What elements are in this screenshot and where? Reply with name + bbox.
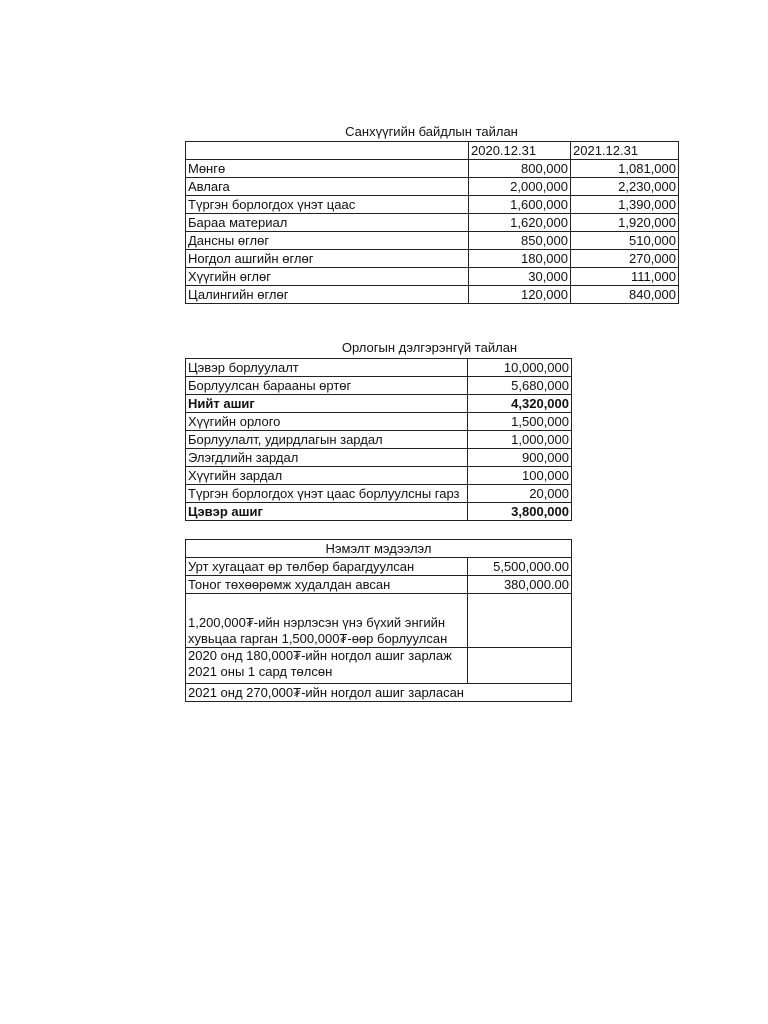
row-value: 5,680,000: [468, 377, 572, 395]
row-value: 1,500,000: [468, 413, 572, 431]
row-value: 3,800,000: [468, 503, 572, 521]
row-label: Авлага: [186, 178, 469, 196]
row-value: [468, 684, 572, 702]
table-row: [186, 214, 679, 232]
value-2020: 30,000: [469, 268, 571, 286]
table-row: [186, 485, 572, 503]
table-header-row: [186, 142, 679, 160]
row-label: Хүүгийн орлого: [186, 413, 468, 431]
additional-title: Нэмэлт мэдээлэл: [186, 540, 572, 558]
row-label: Бараа материал: [186, 214, 469, 232]
table-row: [186, 576, 572, 594]
table-row-total: [186, 395, 572, 413]
table-row: [186, 648, 572, 684]
value-2020: 850,000: [469, 232, 571, 250]
row-label: Түргэн борлогдох үнэт цаас: [186, 196, 469, 214]
value-2020: 1,600,000: [469, 196, 571, 214]
value-2021: 840,000: [571, 286, 679, 304]
column-header-2021: 2021.12.31: [571, 142, 679, 160]
row-label: Цэвэр ашиг: [186, 503, 468, 521]
value-2021: 111,000: [571, 268, 679, 286]
value-2020: 2,000,000: [469, 178, 571, 196]
value-2021: 1,081,000: [571, 160, 679, 178]
balance-title: Санхүүгийн байдлын тайлан: [345, 124, 518, 139]
row-value: 20,000: [468, 485, 572, 503]
row-value: 5,500,000.00: [468, 558, 572, 576]
row-value: [468, 648, 572, 684]
row-value: 1,000,000: [468, 431, 572, 449]
row-label: 2020 онд 180,000₮-ийн ногдол ашиг зарлаж 2021 оны 1 сард төлсөн: [186, 648, 468, 684]
value-2021: 1,920,000: [571, 214, 679, 232]
row-label: Элэгдлийн зардал: [186, 449, 468, 467]
row-label: Дансны өглөг: [186, 232, 469, 250]
income-table: [185, 358, 572, 521]
row-value: 100,000: [468, 467, 572, 485]
value-2021: 2,230,000: [571, 178, 679, 196]
value-2021: 1,390,000: [571, 196, 679, 214]
row-label: Цалингийн өглөг: [186, 286, 469, 304]
row-value: [468, 594, 572, 648]
table-row: [186, 268, 679, 286]
value-2020: 120,000: [469, 286, 571, 304]
table-row: [186, 449, 572, 467]
balance-table: [185, 141, 679, 304]
header-blank-cell: [186, 142, 469, 160]
row-label: Тоног төхөөрөмж худалдан авсан: [186, 576, 468, 594]
row-label: Түргэн борлогдох үнэт цаас борлуулсны гарз: [186, 485, 468, 503]
table-row: [186, 431, 572, 449]
table-row: [186, 196, 679, 214]
row-label: Ногдол ашгийн өглөг: [186, 250, 469, 268]
value-2021: 270,000: [571, 250, 679, 268]
table-row: [186, 684, 572, 702]
table-row: [186, 594, 572, 648]
table-row: [186, 558, 572, 576]
row-label: Хүүгийн зардал: [186, 467, 468, 485]
additional-table: [185, 539, 572, 702]
row-value: 4,320,000: [468, 395, 572, 413]
table-row: [186, 377, 572, 395]
row-value: 380,000.00: [468, 576, 572, 594]
row-label: 2021 онд 270,000₮-ийн ногдол ашиг зарласан: [186, 684, 468, 702]
table-row: [186, 286, 679, 304]
row-label: Хүүгийн өглөг: [186, 268, 469, 286]
row-label: Мөнгө: [186, 160, 469, 178]
row-label: 1,200,000₮-ийн нэрлэсэн үнэ бүхий энгийн хувьцаа гарган 1,500,000₮-өөр борлуулсан: [186, 594, 468, 648]
row-label: Нийт ашиг: [186, 395, 468, 413]
table-row-total: [186, 503, 572, 521]
table-row: [186, 467, 572, 485]
row-label: Урт хугацаат өр төлбөр барагдуулсан: [186, 558, 468, 576]
row-value: 900,000: [468, 449, 572, 467]
table-row: [186, 413, 572, 431]
row-label: Цэвэр борлуулалт: [186, 359, 468, 377]
column-header-2020: 2020.12.31: [469, 142, 571, 160]
table-row: [186, 250, 679, 268]
value-2020: 180,000: [469, 250, 571, 268]
value-2021: 510,000: [571, 232, 679, 250]
row-label: Борлуулсан барааны өртөг: [186, 377, 468, 395]
value-2020: 800,000: [469, 160, 571, 178]
table-row: [186, 178, 679, 196]
value-2020: 1,620,000: [469, 214, 571, 232]
table-row: [186, 160, 679, 178]
table-row: [186, 232, 679, 250]
row-label: Борлуулалт, удирдлагын зардал: [186, 431, 468, 449]
income-title: Орлогын дэлгэрэнгүй тайлан: [341, 340, 518, 355]
table-header-row: [186, 540, 572, 558]
table-row: [186, 359, 572, 377]
row-value: 10,000,000: [468, 359, 572, 377]
